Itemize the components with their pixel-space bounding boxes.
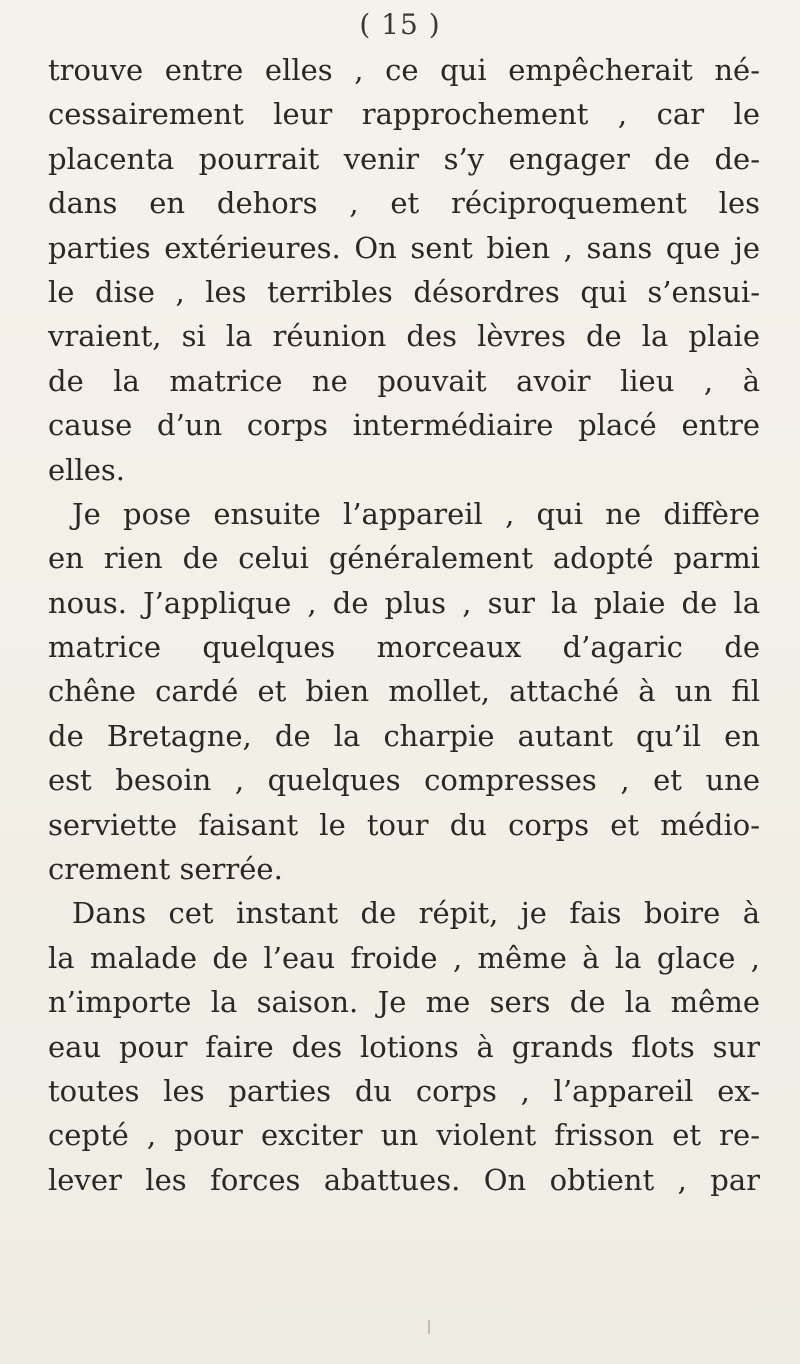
text-line-14: matrice quelques morceaux d’agaric de (48, 630, 760, 665)
text-line-11: Je pose ensuite l’appareil , qui ne diffère (72, 496, 760, 531)
text-line-4: dans en dehors , et réciproquement les (48, 186, 760, 221)
text-line-18: serviette faisant le tour du corps et médio- (48, 807, 760, 842)
text-line-3: placenta pourrait venir s’y engager de de- (48, 141, 760, 176)
text-line-12: en rien de celui généralement adopté parmi (48, 541, 760, 576)
text-line-23: eau pour faire des lotions à grands flots sur (48, 1029, 760, 1064)
text-line-7: vraient, si la réunion des lèvres de la plaie (48, 319, 760, 354)
text-line-6: le dise , les terribles désordres qui s’ensui- (48, 274, 760, 309)
text-line-10: elles. (48, 452, 125, 487)
text-line-1: trouve entre elles , ce qui empêcherait né- (48, 53, 760, 87)
text-line-24: toutes les parties du corps , l’appareil ex- (48, 1073, 760, 1108)
text-line-20: Dans cet instant de répit, je fais boire à (72, 896, 760, 931)
text-line-25: cepté , pour exciter un violent frisson et re- (48, 1118, 760, 1153)
text-line-5: parties extérieures. On sent bien , sans que je (48, 230, 760, 265)
text-line-13: nous. J’applique , de plus , sur la plaie de la (48, 585, 760, 620)
text-line-22: n’importe la saison. Je me sers de la même (48, 985, 760, 1020)
text-line-19: crement serrée. (48, 852, 283, 887)
text-line-9: cause d’un corps intermédiaire placé entre (48, 408, 760, 443)
text-line-8: de la matrice ne pouvait avoir lieu , à (48, 363, 760, 398)
page-number: ( 15 ) (359, 8, 441, 41)
text-line-15: chêne cardé et bien mollet, attaché à un fil (48, 674, 760, 709)
text-line-26: lever les forces abattues. On obtient , par (48, 1162, 760, 1197)
text-line-17: est besoin , quelques compresses , et une (48, 763, 760, 798)
text-line-2: cessairement leur rapprochement , car le (48, 97, 760, 132)
ink-mark (428, 1320, 430, 1334)
body-text (48, 48, 760, 1202)
text-line-21: la malade de l’eau froide , même à la glace , (48, 940, 760, 975)
text-line-16: de Bretagne, de la charpie autant qu’il en (48, 718, 760, 753)
